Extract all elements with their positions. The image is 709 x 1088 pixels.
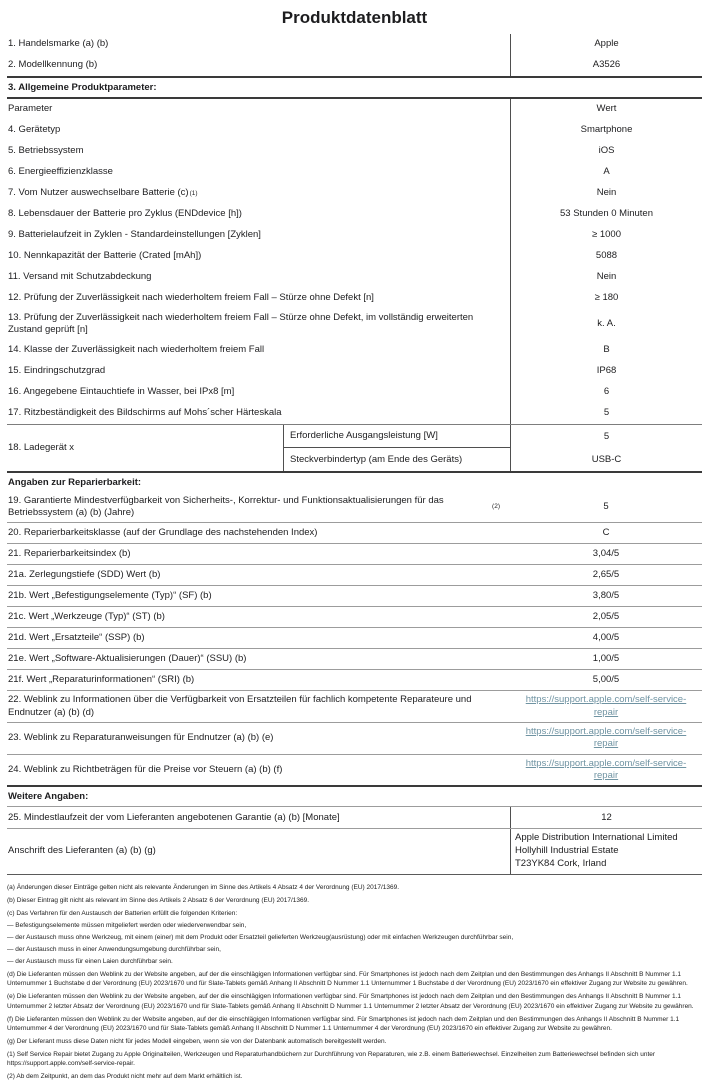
row-value: IP68 — [510, 361, 702, 382]
row-value: 1,00/5 — [592, 653, 620, 665]
row-label: 21f. Wert „Reparaturinformationen“ (SRI) (b) — [8, 674, 195, 686]
row-value: 5 — [603, 500, 609, 512]
row-value — [510, 723, 702, 754]
table-row — [7, 492, 702, 523]
table-row — [7, 361, 702, 382]
table-row — [7, 55, 702, 76]
row-value: iOS — [510, 141, 702, 162]
table-row — [7, 246, 702, 267]
table-row — [7, 543, 702, 564]
self-service-repair-link[interactable]: https://support.apple.com/self-service-repair — [525, 694, 687, 718]
row-value: 5088 — [510, 246, 702, 267]
footnote-list-item: — der Austausch muss für einen Laien durchführbar sein. — [7, 957, 173, 965]
table-row — [7, 120, 702, 141]
self-service-repair-link[interactable]: https://support.apple.com/self-service-repair — [525, 726, 687, 750]
row-value: Nein — [510, 183, 702, 204]
charger-sub-value: USB-C — [510, 448, 702, 471]
table-row — [7, 141, 702, 162]
supplier-address-row — [7, 828, 702, 873]
row-label: 22. Weblink zu Informationen über die Verfügbarkeit von Ersatzteilen für fachlich kompetente Reparateure und Endnutzer (a) (b) (d) — [8, 694, 472, 718]
footnotes-block — [7, 875, 702, 1082]
row-label: 21e. Wert „Software-Aktualisierungen (Dauer)“ (SSU) (b) — [8, 653, 247, 665]
charger-row — [7, 424, 702, 471]
table-row — [7, 606, 702, 627]
address-line: T23YK84 Cork, Irland — [515, 858, 607, 870]
row-value: 2,65/5 — [592, 569, 620, 581]
row-label-text: 7. Vom Nutzer auswechselbare Batterie (c) — [8, 187, 189, 199]
row-label: 6. Energieeffizienzklasse — [8, 166, 113, 178]
page-title: Produktdatenblatt — [281, 8, 428, 27]
row-label: 24. Weblink zu Richtbeträgen für die Preise vor Steuern (a) (b) (f) — [8, 763, 283, 775]
row-label: 14. Klasse der Zuverlässigkeit nach wiederholtem freiem Fall — [8, 344, 265, 356]
row-label: 16. Angegebene Eintauchtiefe in Wasser, bei IPx8 [m] — [8, 386, 235, 398]
row-value: ≥ 1000 — [510, 225, 702, 246]
table-row — [7, 382, 702, 403]
row-value: Smartphone — [510, 120, 702, 141]
row-value: 2,05/5 — [592, 611, 620, 623]
charger-sub-value: 5 — [510, 425, 702, 448]
row-label: 9. Batterielaufzeit in Zyklen - Standardeinstellungen [Zyklen] — [8, 229, 261, 241]
section-header-weitere-angaben: Weitere Angaben: — [7, 787, 702, 807]
section-header-reparierbarkeit: Angaben zur Reparierbarkeit: — [8, 476, 142, 488]
footnote: (g) Der Lieferant muss diese Daten nicht für jedes Modell eingeben, wenn sie von der Datenbank automatisch bereitgestellt werden. — [7, 1037, 387, 1045]
row-value: 3,80/5 — [592, 590, 620, 602]
row-value: k. A. — [510, 309, 702, 340]
row-label: 21a. Zerlegungstiefe (SDD) Wert (b) — [8, 569, 161, 581]
table-row — [7, 288, 702, 309]
table-row — [7, 564, 702, 585]
row-label: 1. Handelsmarke (a) (b) — [8, 38, 109, 50]
footnote: (b) Dieser Eintrag gilt nicht als relevant im Sinne des Artikels 2 Absatz 6 der Verordnung (EU) 2017/1369. — [7, 897, 310, 905]
table-header-row — [7, 99, 702, 120]
row-label: 17. Ritzbeständigkeit des Bildschirms auf Mohs´scher Härteskala — [8, 407, 282, 419]
row-value: Nein — [510, 267, 702, 288]
section-header-allgemeine-produktparameter: 3. Allgemeine Produktparameter: — [7, 78, 702, 99]
row-value: A3526 — [510, 55, 702, 76]
footnote: (a) Änderungen dieser Einträge gelten nicht als relevante Änderungen im Sinne des Artikels 4 Absatz 4 der Verordnung (EU) 2017/1369. — [7, 884, 400, 892]
footnote-list-item: — Befestigungselemente müssen mitgeliefert werden oder wiederverwendbar sein, — [7, 922, 247, 930]
footnote: (1) Self Service Repair bietet Zugang zu Apple Originalteilen, Werkzeugen und Reparaturhandbüchern zur Durchführung von Reparaturen, wie z.B. einem Batteriewechsel. Einzelheiten zum Batteriewechsel befinden sich unter https://support.apple.com/self-service-repair. — [7, 1050, 656, 1068]
supplier-address — [510, 829, 702, 873]
row-value: B — [510, 340, 702, 361]
charger-sub-label: Steckverbindertyp (am Ende des Geräts) — [283, 448, 510, 471]
row-value: 53 Stunden 0 Minuten — [510, 204, 702, 225]
row-label: Anschrift des Lieferanten (a) (b) (g) — [8, 845, 156, 857]
table-row — [7, 807, 702, 828]
repairability-table — [7, 492, 702, 786]
row-value: 4,00/5 — [592, 632, 620, 644]
row-label: 7. Vom Nutzer auswechselbare Batterie (c) (1) — [8, 187, 198, 199]
row-label: 5. Betriebssystem — [8, 145, 84, 157]
row-label: 23. Weblink zu Reparaturanweisungen für Endnutzer (a) (b) (e) — [8, 732, 274, 744]
row-label: 12. Prüfung der Zuverlässigkeit nach wiederholtem freiem Fall – Stürze ohne Defekt [n] — [8, 292, 374, 304]
table-row — [7, 690, 702, 722]
table-row — [7, 204, 702, 225]
row-value — [510, 755, 702, 786]
general-info-block — [7, 34, 702, 76]
footnote: (c) Das Verfahren für den Austausch der Batterien erfüllt die folgenden Kriterien: — [7, 910, 238, 918]
row-label: 21d. Wert „Ersatzteile“ (SSP) (b) — [8, 632, 145, 644]
row-value: A — [510, 162, 702, 183]
table-row — [7, 585, 702, 606]
address-line: Apple Distribution International Limited — [515, 832, 678, 844]
footnote: (e) Die Lieferanten müssen den Weblink zu der Website angeben, auf der die einschlägigen Informationen verfügbar sind. Für Smartphones ist jedoch nach dem Zeitplan und den Bestimmungen des Anhangs II Abschnitt B Nummer 1.1 Unternummer 2 letzter Absatz der Verordnung (EU) 2023/1670 und für Slate-Tablets gemäß Anhang II Abschnitt D Nummer 1.1 Unternummer 2 letzter Absatz der Verordnung (EU) 2023/1670 ein effektiver Zugang zur Website zu gewähren. — [7, 993, 694, 1010]
table-row — [7, 183, 702, 204]
row-label: 21b. Wert „Befestigungselemente (Typ)“ (SF) (b) — [8, 590, 212, 602]
address-line: Hollyhill Industrial Estate — [515, 845, 619, 857]
footnote: (d) Die Lieferanten müssen den Weblink zu der Website angeben, auf der die einschlägigen Informationen verfügbar sind. Für Smartphones ist jedoch nach dem Zeitplan und den Bestimmungen des Anhangs II Abschnitt B Nummer 1.1 Unternummer 1 Buchstabe d der Verordnung (EU) 2023/1670 und für Slate-Tablets gemäß Anhang II Abschnitt D Nummer 1.1 Unternummer 1 Buchstabe d der Verordnung (EU) 2023/1670 ein effektiver Zugang zur Website zu gewähren. — [7, 970, 688, 988]
table-row — [7, 309, 702, 340]
table-row — [7, 754, 702, 786]
row-label: 10. Nennkapazität der Batterie (Crated [mAh]) — [8, 250, 202, 262]
column-header-wert: Wert — [510, 99, 702, 120]
self-service-repair-link[interactable]: https://support.apple.com/self-service-repair — [525, 757, 687, 782]
general-parameters-table — [7, 99, 702, 424]
row-label: 4. Gerätetyp — [8, 124, 61, 136]
table-row — [7, 669, 702, 690]
row-label: 20. Reparierbarkeitsklasse (auf der Grundlage des nachstehenden Index) — [8, 527, 318, 539]
row-label: 18. Ladegerät x — [8, 442, 75, 454]
row-value: Apple — [510, 34, 702, 55]
row-value: ≥ 180 — [510, 288, 702, 309]
column-header-parameter: Parameter — [8, 103, 53, 115]
footnote: (f) Die Lieferanten müssen den Weblink zu der Website angeben, auf der die einschlägigen Informationen verfügbar sind. Für Smartphones ist jedoch nach dem Zeitplan und den Bestimmungen des Anhangs II Abschnitt B Nummer 1.1 Unternummer 4 der Verordnung (EU) 2023/1670 und für Slate-Tablets gemäß Anhang II Abschnitt D Nummer 1.1 Unternummer 4 der Verordnung (EU) 2023/1670 ein effektiver Zugang zur Website zu gewähren. — [7, 1015, 680, 1032]
table-row — [7, 722, 702, 754]
table-row — [7, 522, 702, 543]
row-value: 5 — [510, 403, 702, 424]
row-label: 21c. Wert „Werkzeuge (Typ)“ (ST) (b) — [8, 611, 165, 623]
row-label: 21. Reparierbarkeitsindex (b) — [8, 548, 131, 560]
row-label-text: 19. Garantierte Mindestverfügbarkeit von Sicherheits-, Korrektur- und Funktionsaktualisierungen für das Betriebssystem (a) (b) (Jahre) — [8, 494, 444, 519]
row-value — [510, 691, 702, 722]
footnote-list-item: — der Austausch muss in einer Anwendungsumgebung durchführbar sein, — [7, 945, 221, 953]
row-label: 19. Garantierte Mindestverfügbarkeit von Sicherheits-, Korrektur- und Funktionsaktualisierungen für das Betriebssystem (a) (b) (Jahre) (2) — [8, 494, 500, 519]
row-label: 8. Lebensdauer der Batterie pro Zyklus (ENDdevice [h]) — [8, 208, 242, 220]
row-label: 15. Eindringschutzgrad — [8, 365, 106, 377]
table-row — [7, 225, 702, 246]
table-row — [7, 403, 702, 424]
row-label: 13. Prüfung der Zuverlässigkeit nach wiederholtem freiem Fall – Stürze ohne Defekt, im vollständig erweiterten Zustand geprüft [n] — [8, 312, 474, 336]
row-label: 2. Modellkennung (b) — [8, 59, 98, 71]
row-value: 3,04/5 — [592, 548, 620, 560]
table-row — [7, 627, 702, 648]
table-row — [7, 162, 702, 183]
table-row — [7, 340, 702, 361]
row-value: 6 — [510, 382, 702, 403]
row-value: C — [602, 527, 610, 539]
table-row — [7, 267, 702, 288]
footnote: (2) Ab dem Zeitpunkt, an dem das Produkt nicht mehr auf dem Markt erhältlich ist. — [7, 1073, 243, 1081]
charger-sub-label: Erforderliche Ausgangsleistung [W] — [283, 425, 510, 448]
table-row — [7, 648, 702, 669]
footnote-list-item: — der Austausch muss ohne Werkzeug, mit einem (einer) mit dem Produkt oder Ersatzteil gelieferten Werkzeug(ausrüstung) oder mit einfachen Werkzeugen durchführbar sein, — [7, 934, 514, 942]
row-value: 12 — [510, 807, 702, 828]
table-row — [7, 34, 702, 55]
row-label: 11. Versand mit Schutzabdeckung — [8, 271, 152, 283]
row-value: 5,00/5 — [592, 674, 620, 686]
row-label: 25. Mindestlaufzeit der vom Lieferanten angebotenen Garantie (a) (b) [Monate] — [8, 811, 340, 823]
